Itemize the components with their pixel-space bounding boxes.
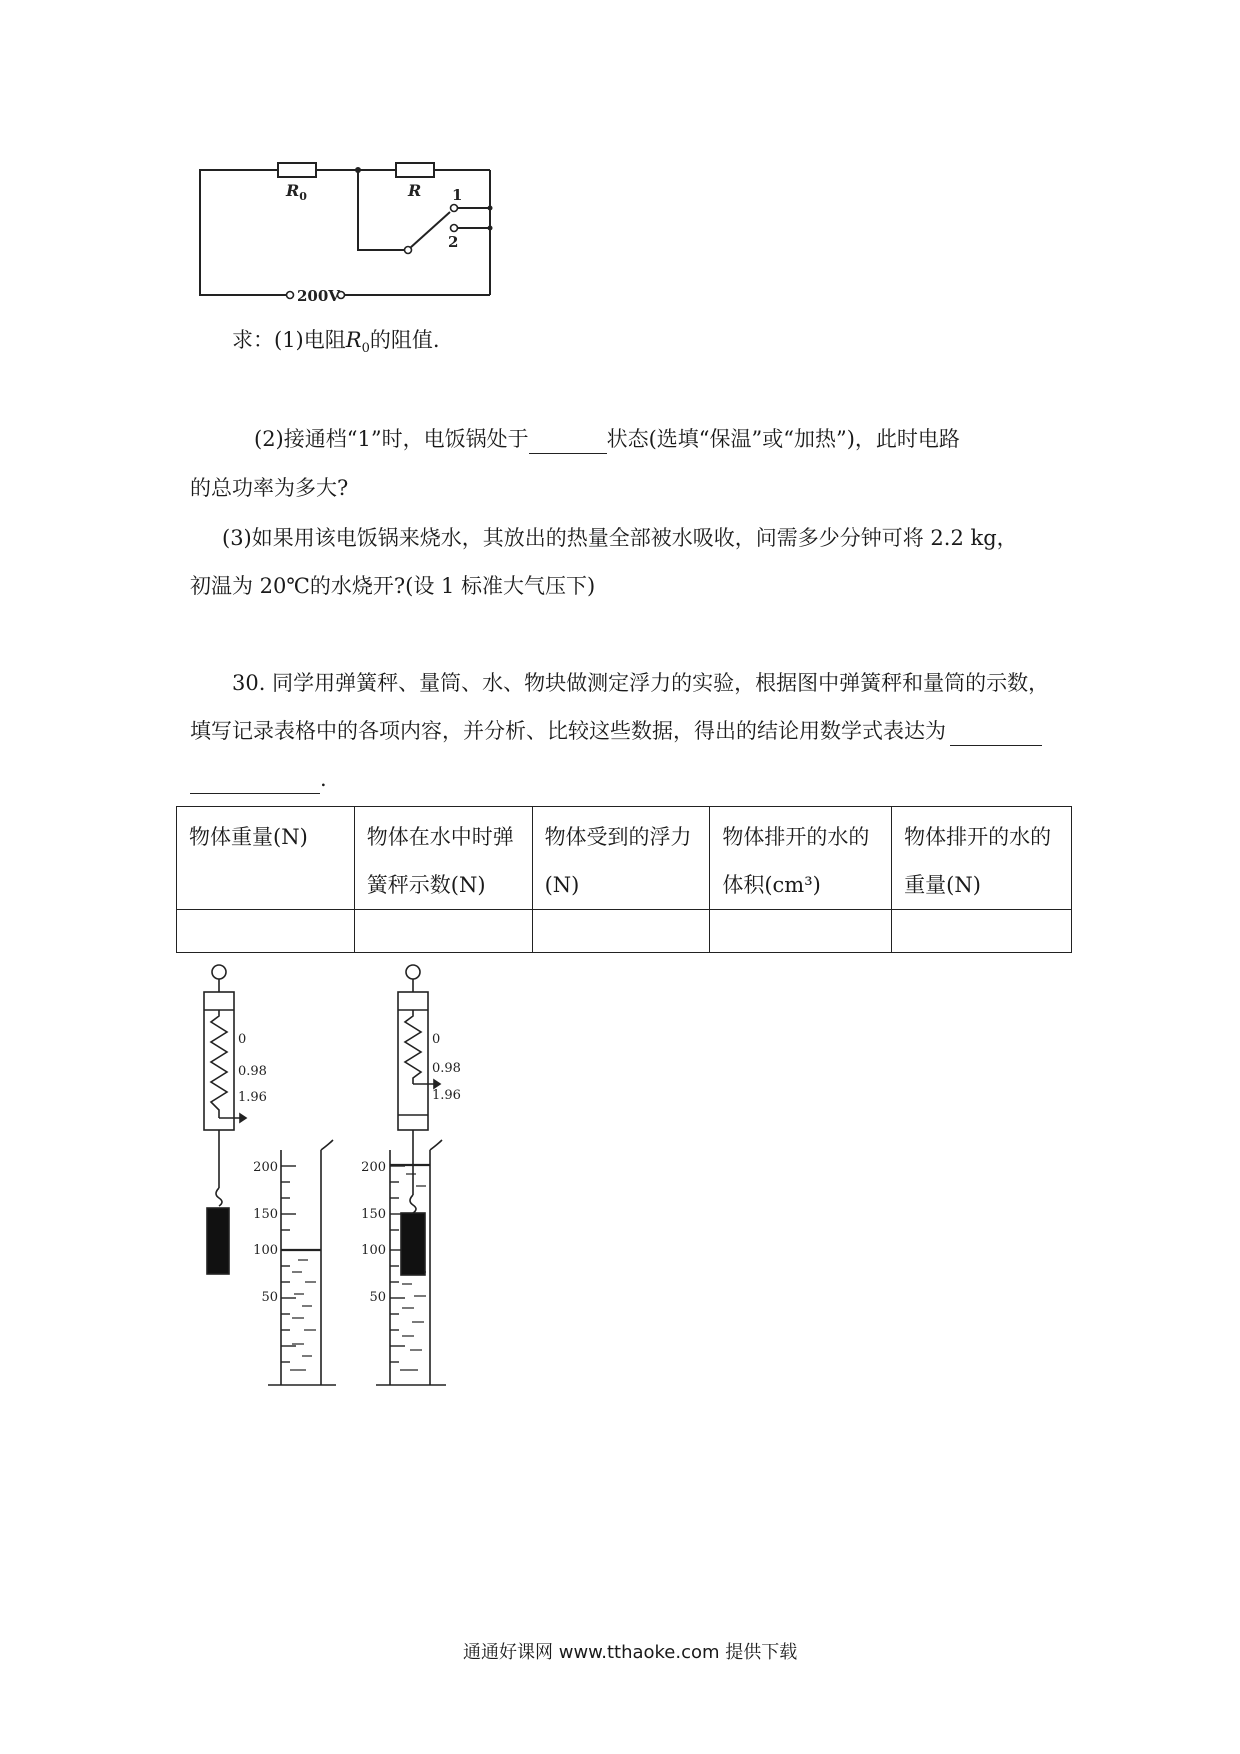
answer-cell[interactable]	[532, 910, 710, 953]
r0-label: $R_0$	[286, 181, 307, 203]
table-header-row	[177, 807, 1072, 910]
answer-cell[interactable]	[354, 910, 532, 953]
q29-part1: 求：(1)电阻$R_0$的阻值.	[232, 328, 440, 357]
scale-tick-label: 0.98	[432, 1061, 461, 1076]
scale-tick-label: 1.96	[432, 1088, 461, 1103]
contact-2-label: 2	[448, 233, 459, 251]
r-label: R	[408, 181, 422, 200]
cylinder-tick-label: 100	[253, 1243, 278, 1258]
answer-cell[interactable]	[892, 910, 1072, 953]
header-cell: 物体重量(N)	[177, 807, 355, 910]
apparatus-diagram	[180, 960, 520, 1410]
contact-1-label: 1	[452, 186, 463, 204]
q30-line1: 30. 同学用弹簧秤、量筒、水、物块做测定浮力的实验，根据图中弹簧秤和量筒的示数，	[232, 671, 1050, 695]
scale-ring	[406, 965, 420, 979]
scale-ring	[212, 965, 226, 979]
cylinder-tick-label: 150	[253, 1207, 278, 1222]
measuring-cylinder-right	[376, 1140, 446, 1385]
block	[401, 1213, 425, 1275]
cylinder-scale	[281, 1166, 296, 1362]
answer-cell[interactable]	[710, 910, 892, 953]
resistor-r0	[278, 163, 316, 177]
header-cell: 物体受到的浮力 (N)	[532, 807, 710, 910]
page-footer: 通通好课网 www.tthaoke.com 提供下载	[463, 1642, 798, 1663]
q29-part3-line1: (3)如果用该电饭锅来烧水，其放出的热量全部被水吸收，问需多少分钟可将 2.2 kg，	[222, 526, 1018, 550]
q30-line2: 填写记录表格中的各项内容，并分析、比较这些数据，得出的结论用数学式表达为	[190, 716, 1042, 746]
cylinder-tick-label: 200	[361, 1160, 386, 1175]
q29-part2-line2: 的总功率为多大?	[190, 476, 349, 500]
header-cell: 物体排开的水的 体积(cm³)	[710, 807, 892, 910]
voltage-label: 200V	[297, 287, 340, 305]
scale-tick-label: 0	[238, 1032, 247, 1047]
answer-cell[interactable]	[177, 910, 355, 953]
cylinder-tick-label: 200	[253, 1160, 278, 1175]
scale-tick-label: 0.98	[238, 1064, 267, 1079]
q29-part3-line2: 初温为 20℃的水烧开?(设 1 标准大气压下)	[190, 574, 596, 598]
block	[207, 1208, 229, 1274]
table-row	[177, 910, 1072, 953]
header-cell: 物体排开的水的 重量(N)	[892, 807, 1072, 910]
spring	[405, 1010, 421, 1084]
water	[290, 1260, 316, 1370]
spring	[211, 1010, 227, 1118]
scale-tick-label: 1.96	[238, 1090, 267, 1105]
q29-part2-line1: (2)接通档“1”时，电饭锅处于 状态(选填“保温”或“加热”)，此时电路	[254, 424, 960, 454]
cylinder-tick-label: 150	[361, 1207, 386, 1222]
measuring-cylinder-left	[268, 1140, 336, 1385]
circuit-diagram	[190, 150, 510, 310]
header-cell: 物体在水中时弹 簧秤示数(N)	[354, 807, 532, 910]
record-table	[176, 806, 1072, 953]
q30-line3: .	[190, 764, 327, 794]
cylinder-tick-label: 100	[361, 1243, 386, 1258]
answer-blank-state[interactable]	[529, 429, 607, 454]
switch-blade	[410, 212, 450, 248]
cylinder-tick-label: 50	[261, 1290, 278, 1305]
scale-tick-label: 0	[432, 1032, 441, 1047]
answer-blank-formula-b[interactable]	[190, 769, 320, 794]
cylinder-tick-label: 50	[369, 1290, 386, 1305]
resistor-r	[396, 163, 434, 177]
answer-blank-formula-a[interactable]	[950, 721, 1042, 746]
spring-scale-left	[204, 965, 246, 1274]
